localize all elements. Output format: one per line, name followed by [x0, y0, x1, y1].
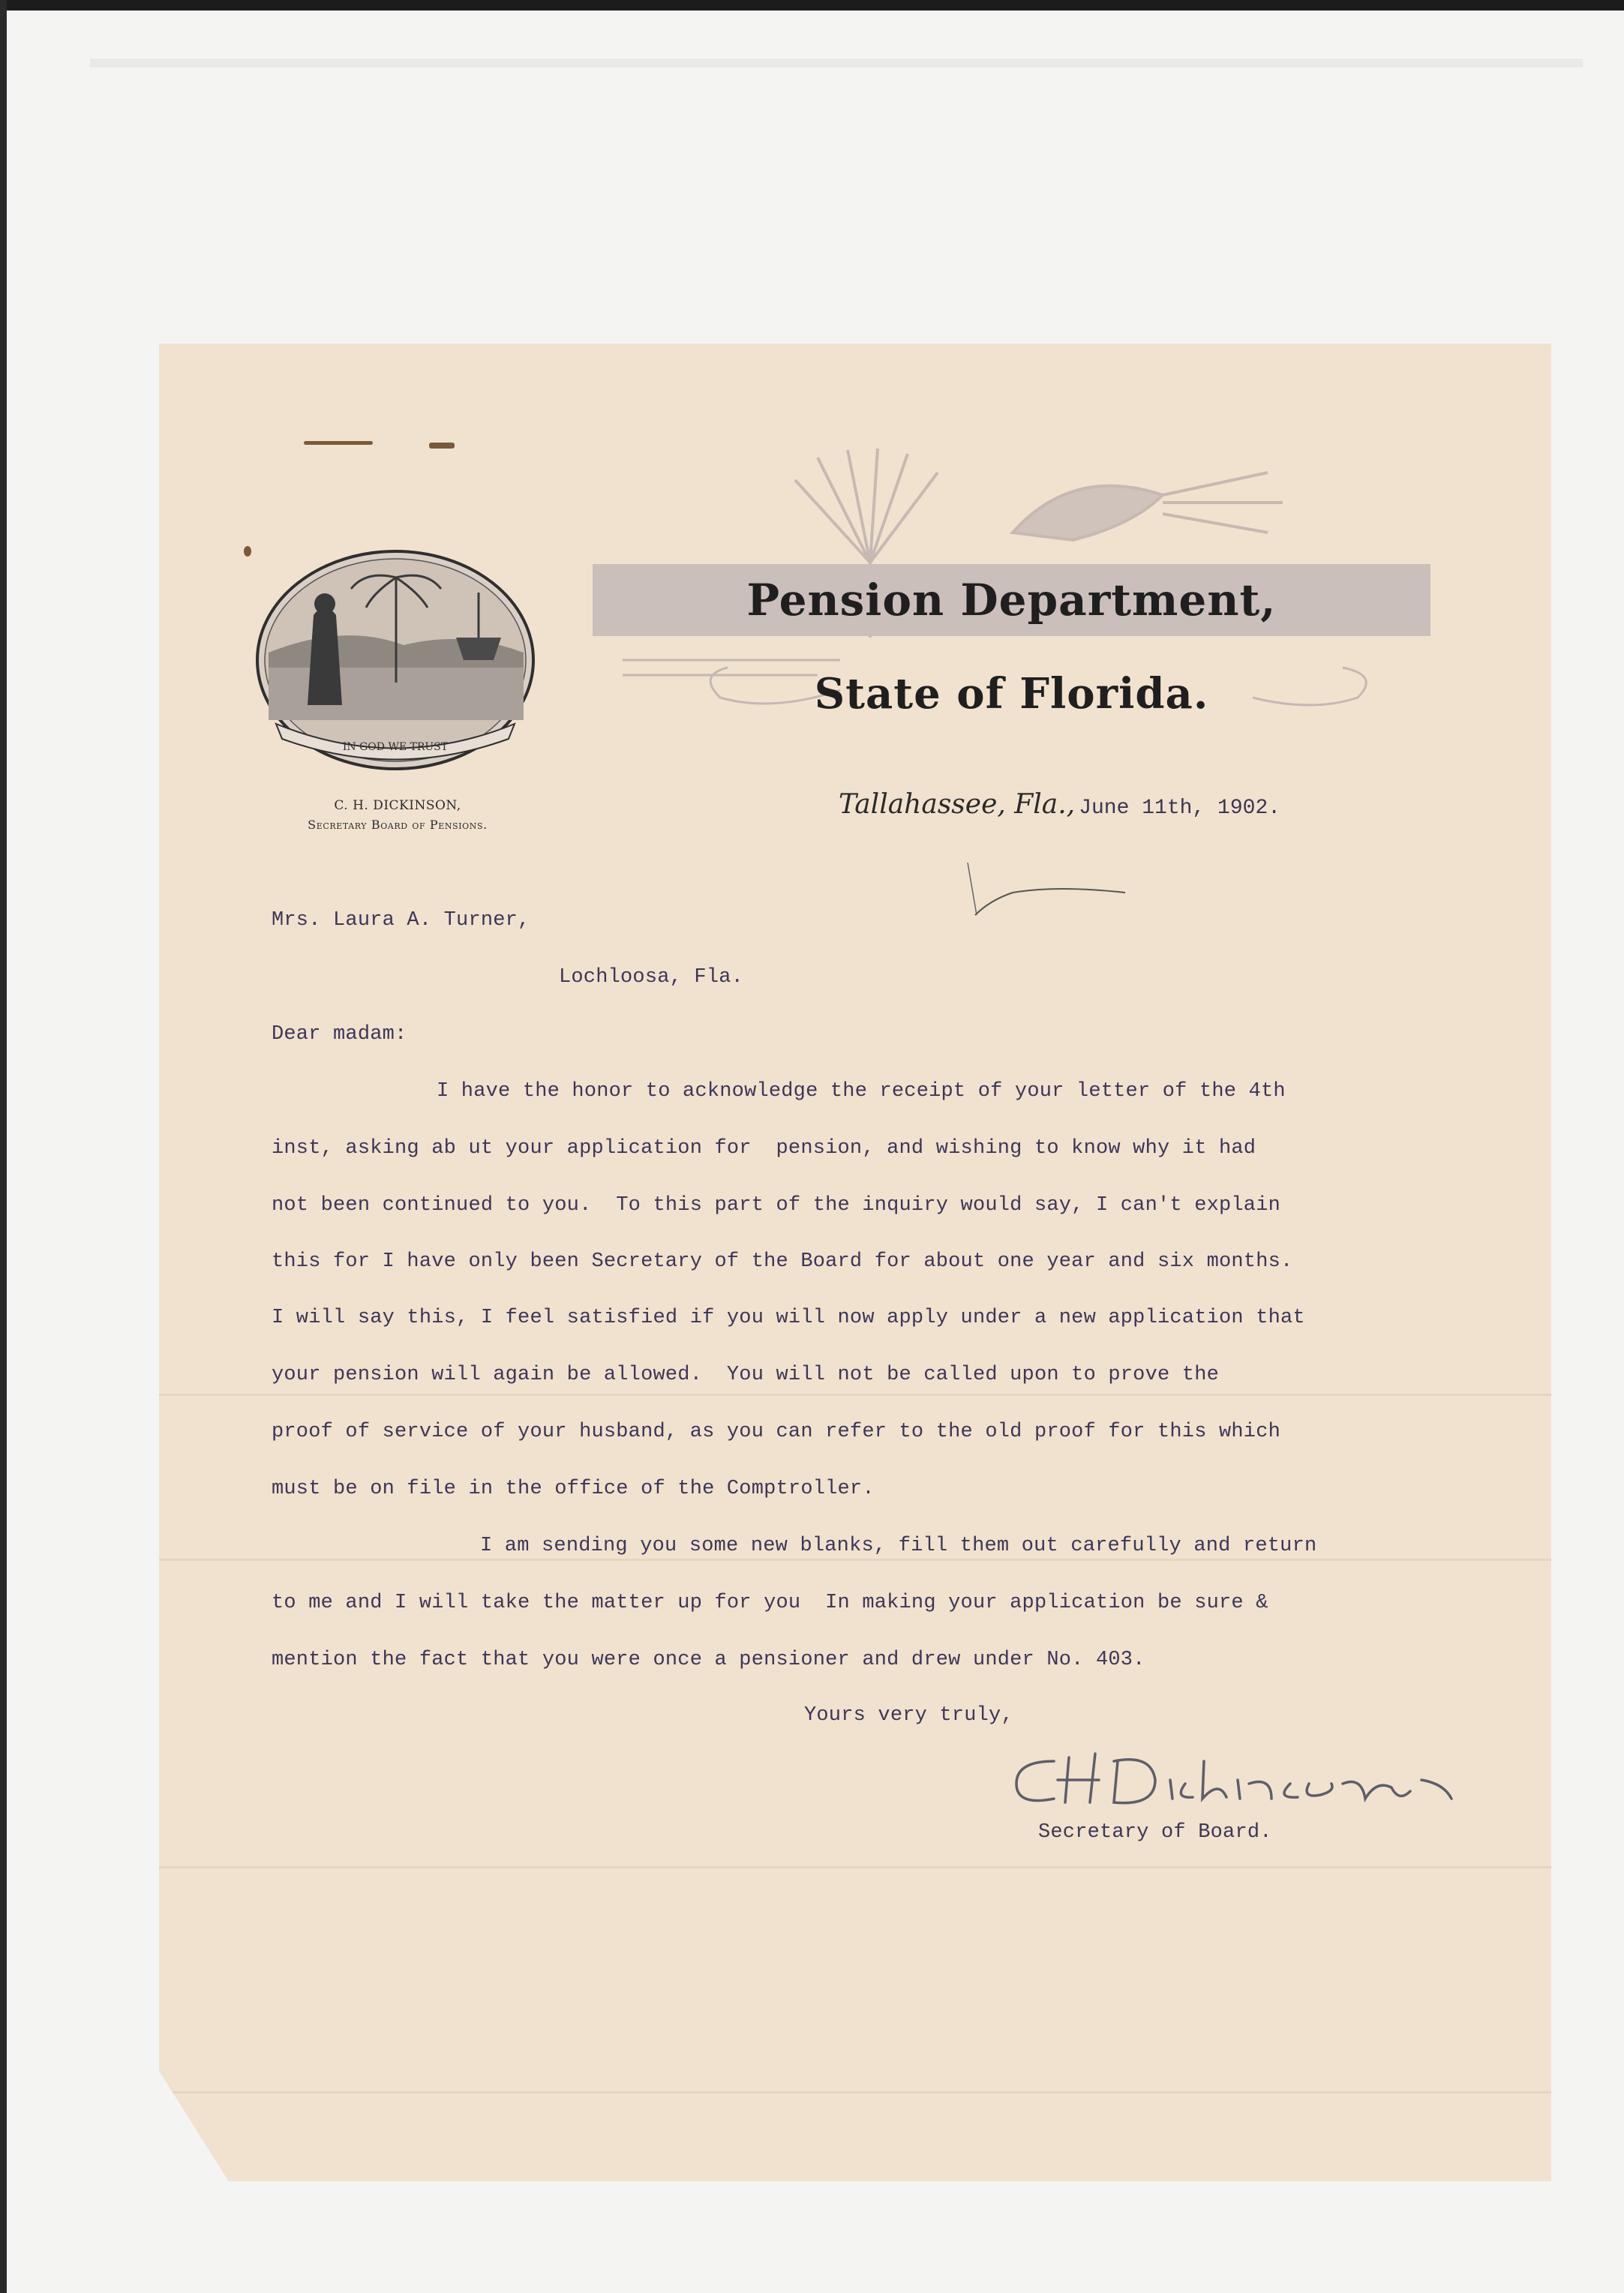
dateline: [839, 789, 1280, 820]
recipient-name: Mrs. Laura A. Turner,: [272, 909, 530, 932]
seal-motto: IN GOD WE TRUST: [342, 741, 449, 753]
dateline-date: June 11th, 1902.: [1079, 797, 1281, 820]
body-line: mention the fact that you were once a pensioner and drew under No. 403.: [272, 1649, 1145, 1671]
fold-line: [159, 1559, 1551, 1561]
body-line: I am sending you some new blanks, fill them out carefully and return: [480, 1535, 1317, 1557]
department-heading: Pension Department,: [746, 575, 1277, 626]
scanner-top-edge: [0, 0, 1624, 11]
rust-stain: [429, 443, 455, 449]
body-line: inst, asking ab ut your application for pension, and wishing to know why it had: [272, 1137, 1256, 1160]
body-line: this for I have only been Secretary of the Board for about one year and six months.: [272, 1250, 1293, 1273]
fold-line: [159, 1394, 1551, 1396]
mount-shadow: [90, 59, 1583, 68]
state-seal: [254, 548, 537, 773]
rust-stain: [304, 441, 373, 445]
salutation: Dear madam:: [272, 1023, 407, 1046]
recipient-address: Lochloosa, Fla.: [559, 966, 744, 989]
secretary-title: Secretary Board of Pensions.: [308, 818, 488, 832]
fold-line: [159, 1866, 1551, 1868]
body-line: not been continued to you. To this part of the inquiry would say, I can't explain: [272, 1194, 1281, 1217]
secretary-name: C. H. DICKINSON,: [334, 798, 461, 813]
body-line: I will say this, I feel satisfied if you will now apply under a new application that: [272, 1307, 1305, 1329]
body-line: I have the honor to acknowledge the receipt of your letter of the 4th: [437, 1080, 1286, 1103]
state-heading: State of Florida.: [814, 669, 1209, 719]
dateline-place: Tallahassee, Fla.,: [839, 789, 1076, 820]
body-line: proof of service of your husband, as you can refer to the old proof for this which: [272, 1421, 1281, 1443]
pencil-mark: [960, 863, 1140, 923]
closing: Yours very truly,: [804, 1704, 1013, 1727]
body-line: must be on file in the office of the Comptroller.: [272, 1478, 875, 1500]
signer-title: Secretary of Board.: [1038, 1821, 1272, 1844]
handwritten-signature: [1001, 1739, 1481, 1821]
rust-stain: [244, 546, 251, 557]
body-line: your pension will again be allowed. You will not be called upon to prove the: [272, 1364, 1220, 1386]
scanner-left-edge: [0, 0, 7, 2293]
fold-line: [159, 2091, 1551, 2093]
body-line: to me and I will take the matter up for you In making your application be sure &: [272, 1592, 1268, 1614]
